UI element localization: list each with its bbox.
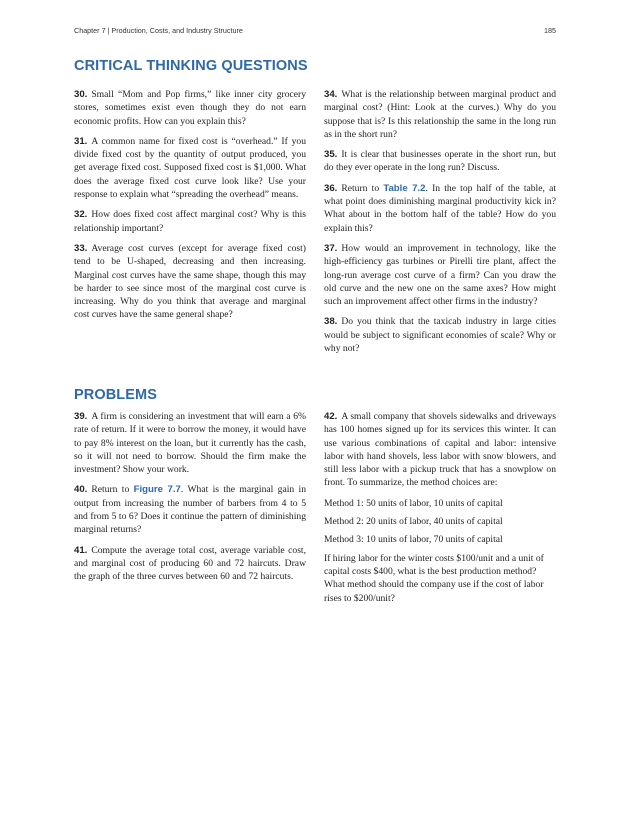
critical-thinking-heading: CRITICAL THINKING QUESTIONS xyxy=(74,58,308,74)
question-30: 30. Small “Mom and Pop firms,” like inner city grocery stores, sometimes exist even though they do not earn economic profits. How can you explain this? xyxy=(74,89,306,127)
question-34: 34. What is the relationship between marginal product and marginal cost? (Hint: Look at the curves.) Why do you suppose that is? Is this relationship the same in the long run as in the short run? xyxy=(324,89,556,140)
question-38: 38. Do you think that the taxicab industry in large cities would be subject to significant economies of scale? Why or why not? xyxy=(324,316,556,355)
method-2: Method 2: 20 units of labor, 40 units of capital xyxy=(324,516,503,528)
question-40: 40. Return to Figure 7.7. What is the marginal gain in output from increasing the number of barbers from 4 to 5 and from 5 to 6? Does it continue the pattern of diminishing marginal returns? xyxy=(74,484,306,536)
question-33: 33. Average cost curves (except for average fixed cost) tend to be U-shaped, decreasing and then increasing. Marginal cost curves have the same shape, though this may be harder to see since most of the marginal cost curve is increasing. Why do you think that average and marginal cost curves have the same general shape? xyxy=(74,242,306,321)
running-header xyxy=(74,26,556,35)
question-42-followup: If hiring labor for the winter costs $100/unit and a unit of capital costs $400, what is the best production method? What method should the company use if the cost of labor rises to $200/unit? xyxy=(324,552,544,604)
question-32: 32. How does fixed cost affect marginal cost? Why is this relationship important? xyxy=(74,209,306,234)
problems-right-column xyxy=(324,410,556,605)
figure-7-7-link[interactable]: Figure 7.7 xyxy=(133,484,181,496)
question-36: 36. Return to Table 7.2. In the top half of the table, at what point does diminishing marginal productivity kick in? What about in the bottom half of the table? How do you explain this? xyxy=(324,182,556,234)
table-7-2-link[interactable]: Table 7.2 xyxy=(383,182,426,194)
problems-left-column xyxy=(74,410,306,591)
critical-right-column xyxy=(324,88,556,362)
method-3: Method 3: 10 units of labor, 70 units of capital xyxy=(324,534,503,546)
question-39: 39. A firm is considering an investment that will earn a 6% rate of return. If it were to borrow the money, it would have to pay 8% interest on the loan, but it currently has the cash, so it will not need to borrow. Should the firm make the investment? Show your work. xyxy=(74,411,306,476)
page-number: 185 xyxy=(544,26,556,35)
question-42: 42. A small company that shovels sidewalks and driveways has 100 homes signed up for its services this winter. It can use various combinations of capital and labor: intensive labor with hand shovels, less labor with snow blowers, and still less labor with a pickup truck that has a snowplow on front. To summarize, the method choices are: xyxy=(324,411,556,489)
question-37: 37. How would an improvement in technology, like the high-efficiency gas turbines or Pirelli tire plant, affect the long-run average cost curve of a firm? Can you draw the old curve and the new one on the same axes? How might such an improvement affect other firms in the industry? xyxy=(324,242,556,308)
problems-heading: PROBLEMS xyxy=(74,387,157,403)
chapter-title: Chapter 7 | Production, Costs, and Industry Structure xyxy=(74,26,243,35)
question-35: 35. It is clear that businesses operate in the short run, but do they ever operate in the long run? Discuss. xyxy=(324,149,556,174)
critical-left-column xyxy=(74,88,306,329)
question-41: 41. Compute the average total cost, average variable cost, and marginal cost of producing 60 and 72 haircuts. Draw the graph of the three curves between 60 and 72 haircuts. xyxy=(74,544,306,583)
question-31: 31. A common name for fixed cost is “overhead.” If you divide fixed cost by the quantity of output produced, you get average fixed cost. Supposed fixed cost is $1,000. What does the average fixed cost curve look like? Use your response to explain what “spreading the overhead” means. xyxy=(74,135,306,201)
method-1: Method 1: 50 units of labor, 10 units of capital xyxy=(324,497,503,509)
